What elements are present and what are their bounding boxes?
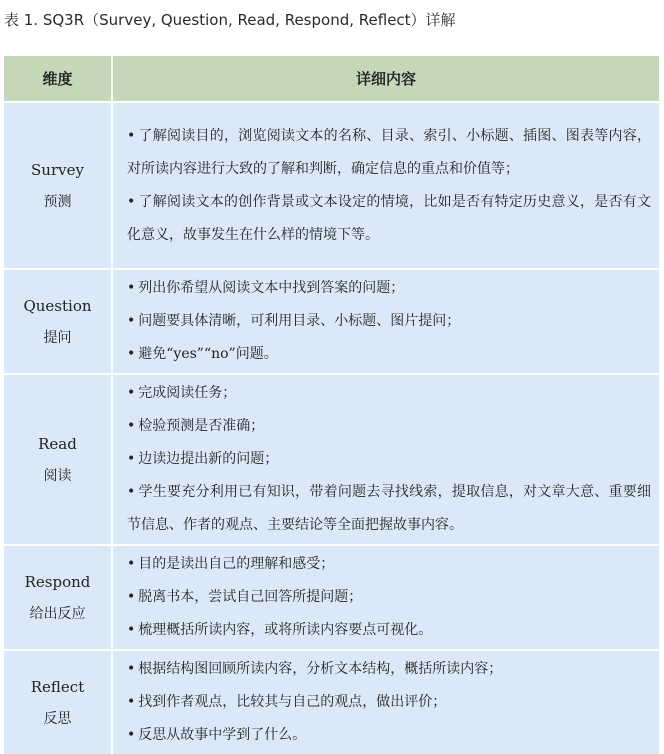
bullet: • [127,385,136,401]
bullet: • [127,661,136,677]
table-row-respond [4,544,659,649]
table-header-row [4,56,659,101]
dimension-en: Question [23,296,92,315]
detail-item [127,377,651,410]
detail-item [127,272,651,305]
dimension-en: Respond [24,572,91,591]
header-dimension: 维度 [4,56,113,101]
bullet: • [127,622,136,638]
bullet: • [127,727,136,743]
detail-text: 梳理概括所读内容，或将所读内容要点可视化。 [138,622,433,638]
dimension-zh: 预测 [43,193,72,210]
detail-item [127,653,651,686]
detail-text: 边读边提出新的问题； [138,451,279,467]
detail-text: 检验预测是否准确； [138,418,265,434]
bullet: • [127,418,136,434]
header-details: 详细内容 [113,56,659,101]
detail-text: 列出你希望从阅读文本中找到答案的问题； [138,280,405,296]
table-row-read [4,373,659,544]
detail-text: 根据结构图回顾所读内容，分析文本结构，概括所读内容； [138,661,503,677]
detail-item [127,120,651,186]
detail-item [127,686,651,719]
bullet: • [127,313,136,329]
sq3r-table [4,56,659,754]
bullet: • [127,589,136,605]
table-row-question [4,268,659,373]
detail-item [127,186,651,252]
detail-item [127,305,651,338]
dimension-cell [4,101,113,268]
detail-item [127,719,651,752]
detail-item [127,410,651,443]
detail-item [127,443,651,476]
detail-text: 问题要具体清晰，可利用目录、小标题、图片提问； [138,313,461,329]
detail-text: 了解阅读目的，浏览阅读文本的名称、目录、索引、小标题、插图、图表等内容，对所读内容进行大致的了解和判断，确定信息的重点和价值等； [127,127,651,177]
dimension-zh: 提问 [43,329,72,346]
dimension-en: Survey [31,160,84,179]
dimension-cell [4,544,113,649]
detail-text: 完成阅读任务； [138,385,237,401]
dimension-zh: 反思 [43,710,72,727]
details-cell [113,268,659,373]
bullet: • [127,556,136,572]
detail-text: 找到作者观点，比较其与自己的观点，做出评价； [138,694,447,710]
dimension-en: Reflect [30,677,85,696]
details-cell [113,373,659,544]
detail-item [127,338,651,371]
detail-text: 目的是读出自己的理解和感受； [138,556,335,572]
details-cell [113,101,659,268]
bullet: • [127,193,136,210]
detail-item [127,614,651,647]
dimension-zh: 给出反应 [29,605,86,622]
table-caption: 表 1. SQ3R（Survey, Question, Read, Respond, Reflect）详解 [4,11,456,29]
detail-text: 脱离书本，尝试自己回答所提问题； [138,589,363,605]
detail-text: 反思从故事中学到了什么。 [138,727,307,743]
bullet: • [127,127,136,144]
table-row-reflect [4,649,659,754]
bullet: • [127,484,136,500]
detail-item [127,476,651,542]
dimension-cell [4,373,113,544]
bullet: • [127,694,136,710]
dimension-cell [4,649,113,754]
bullet: • [127,280,136,296]
detail-text: 了解阅读文本的创作背景或文本设定的情境，比如是否有特定历史意义，是否有文化意义，故事发生在什么样的情境下等。 [127,193,651,243]
table-row-survey [4,101,659,268]
dimension-zh: 阅读 [43,467,72,484]
bullet: • [127,346,136,362]
dimension-en: Read [38,434,77,453]
details-cell [113,544,659,649]
detail-item [127,581,651,614]
details-cell [113,649,659,754]
detail-item [127,548,651,581]
detail-text: 避免“yes”“no”问题。 [138,346,278,362]
bullet: • [127,451,136,467]
dimension-cell [4,268,113,373]
detail-text: 学生要充分利用已有知识，带着问题去寻找线索，提取信息，对文章大意、重要细节信息、作者的观点、主要结论等全面把握故事内容。 [127,484,651,533]
